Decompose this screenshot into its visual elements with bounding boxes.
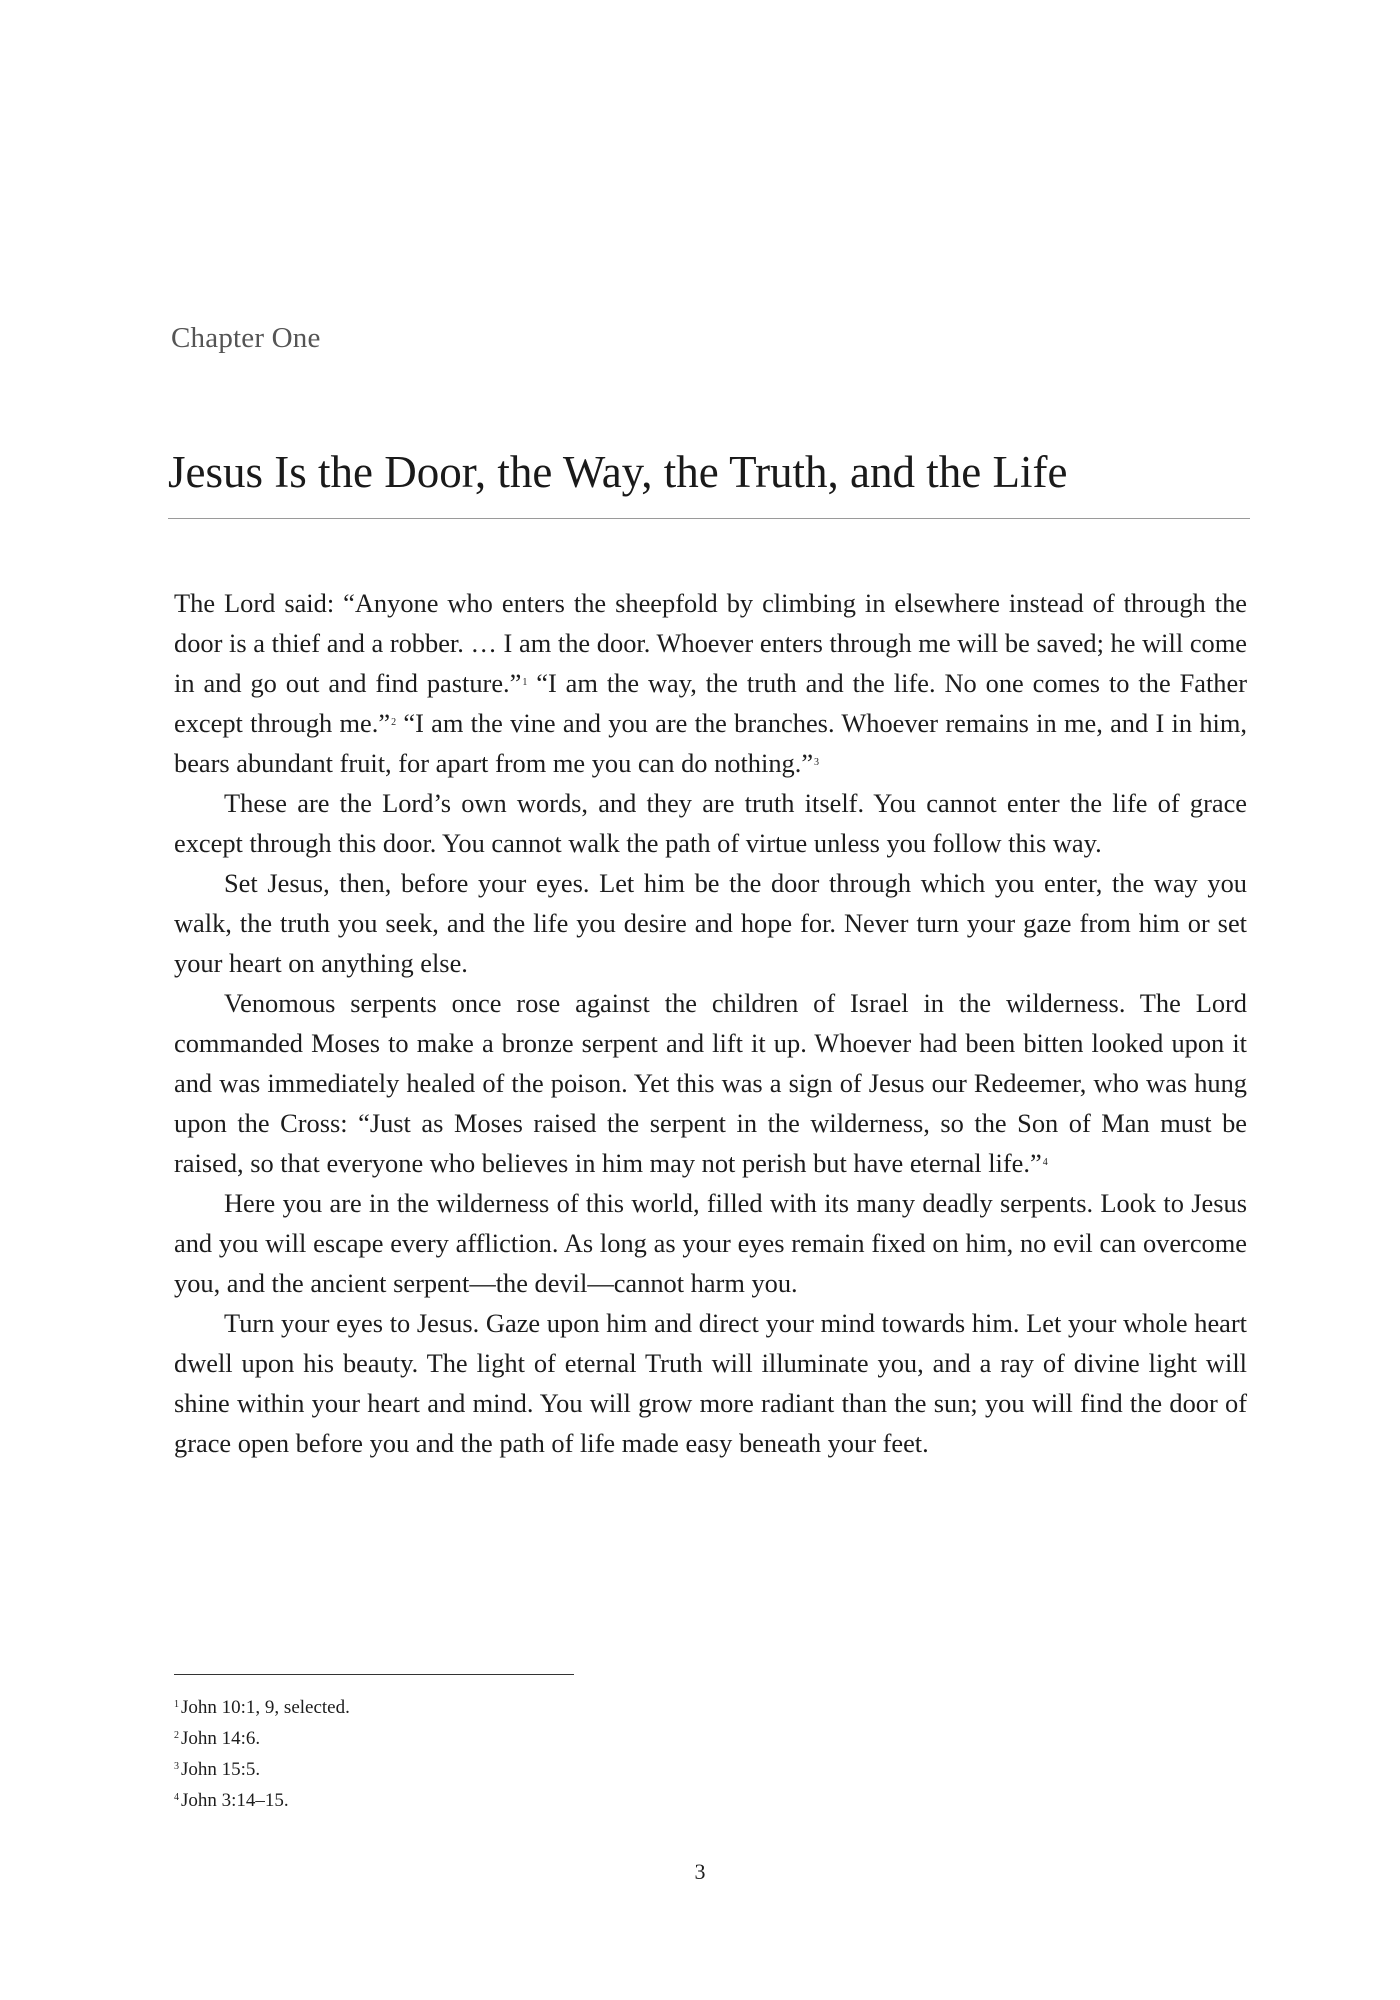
footnote-text: John 15:5.	[181, 1759, 261, 1780]
footnote	[174, 1754, 350, 1785]
footnote	[174, 1785, 350, 1816]
chapter-label: Chapter One	[171, 322, 321, 354]
footnote-ref-4: 4	[1042, 1157, 1048, 1168]
footnote-number: 3	[174, 1761, 179, 1772]
footnote-divider	[174, 1674, 574, 1675]
paragraph-3: Set Jesus, then, before your eyes. Let him be the door through which you enter, the way you walk, the truth you seek, and the life you desire and hope for. Never turn your gaze from him or set your heart on anything else.	[174, 868, 1247, 978]
footnote	[174, 1692, 350, 1723]
chapter-body	[174, 583, 1247, 1463]
paragraph-1-part-3: “I am the vine and you are the branches. Whoever remains in me, and I in him, bears abundant fruit, for apart from me you can do nothing.”	[174, 708, 1247, 778]
footnote-ref-2: 2	[391, 717, 397, 728]
paragraph-4-text: Venomous serpents once rose against the children of Israel in the wilderness. The Lord commanded Moses to make a bronze serpent and lift it up. Whoever had been bitten looked upon it and was immediately healed of the poison. Yet this was a sign of Jesus our Redeemer, who was hung upon the Cross: “Just as Moses raised the serpent in the wilderness, so the Son of Man must be raised, so that everyone who believes in him may not perish but have eternal life.”	[174, 988, 1247, 1178]
footnote	[174, 1723, 350, 1754]
paragraph-1-part-2: “I am the way, the truth and the life. No one comes to the Father except through me.”	[174, 668, 1247, 738]
footnote-ref-3: 3	[814, 757, 820, 768]
paragraph-6: Turn your eyes to Jesus. Gaze upon him and direct your mind towards him. Let your whole heart dwell upon his beauty. The light of eternal Truth will illuminate you, and a ray of divine light will shine within your heart and mind. You will grow more radiant than the sun; you will find the door of grace open before you and the path of life made easy beneath your feet.	[174, 1308, 1247, 1458]
footnote-number: 4	[174, 1792, 179, 1803]
paragraph-1-part-1: The Lord said: “Anyone who enters the sheepfold by climbing in elsewhere instead of through the door is a thief and a robber. … I am the door. Whoever enters through me will be saved; he will come in and go out and find pasture.”	[174, 588, 1247, 698]
footnote-text: John 14:6.	[181, 1728, 261, 1749]
paragraph-2: These are the Lord’s own words, and they are truth itself. You cannot enter the life of grace except through this door. You cannot walk the path of virtue unless you follow this way.	[174, 788, 1247, 858]
footnote-ref-1: 1	[522, 677, 528, 688]
chapter-title: Jesus Is the Door, the Way, the Truth, and the Life	[168, 447, 1068, 497]
paragraph-4	[174, 983, 1247, 1183]
paragraph-5: Here you are in the wilderness of this world, filled with its many deadly serpents. Look to Jesus and you will escape every affliction. As long as your eyes remain fixed on him, no evil can overcome you, and the ancient serpent—the devil—cannot harm you.	[174, 1188, 1247, 1298]
title-divider	[168, 518, 1250, 519]
footnote-number: 1	[174, 1699, 179, 1710]
paragraph-1	[174, 583, 1247, 783]
page-number: 3	[694, 1859, 706, 1884]
footnote-text: John 3:14–15.	[181, 1790, 289, 1811]
footnote-number: 2	[174, 1730, 179, 1741]
footnote-text: John 10:1, 9, selected.	[181, 1697, 350, 1718]
footnotes	[174, 1692, 350, 1816]
